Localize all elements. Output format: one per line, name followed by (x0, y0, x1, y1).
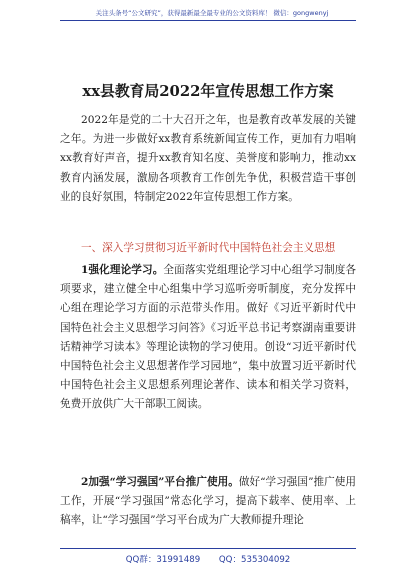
section-heading: 一、深入学习贯彻习近平新时代中国特色社会主义思想 (81, 242, 336, 254)
item-paragraph-2 (60, 473, 356, 531)
intro-paragraph: 2022年是党的二十大召开之年，也是教育改革发展的关键之年。为进一步做好xx教育系统新闻宣传工作，更加有力唱响xx教育好声音，提升xx教育知名度、美誉度和影响力，推动xx教育内涵发展，激励各项教育工作创先争优，积极营造干事创业的良好氛围，特制定2022年宣传思想工作方案。 (60, 114, 356, 203)
item-label-2: 2加强“学习强国”平台推广使用。 (81, 476, 239, 488)
header-divider (60, 20, 356, 21)
item-body-2: 做好“学习强国”推广使用工作，开展“学习强国”常态化学习，提高下载率、使用率、上稿率，让“学习强国”学习平台成为广大教师提升理论 (60, 476, 356, 527)
item-label-1: 1强化理论学习。 (81, 264, 164, 276)
document-title: xx县教育局2022年宣传思想工作方案 (82, 83, 334, 100)
footer-divider (60, 548, 356, 549)
page-footer (60, 553, 356, 565)
item-body-1: 全面落实党组理论学习中心组学习制度各项要求，建立健全中心组集中学习巡听旁听制度，充分发挥中心组在理论学习方面的示范带头作用。做好《习近平新时代中国特色社会主义思想学习问答》《习近平总书记考察湖南重要讲话精神学习读本》等理论读物的学习使用。创设“习近平新时代中国特色社会主义思想著作学习园地”，集中放置习近平新时代中国特色社会主义思想系列理论著作、读本和相关学习资料，免费开放供广大干部职工阅读。 (60, 264, 356, 411)
page-header-text: 关注头条号“公文研究”，获得最新最全最专业的公文资料库！ 微信：gongwenyj (95, 9, 329, 17)
footer-qq: QQ：535304092 (218, 555, 291, 565)
footer-qq-group: QQ群：31991489 (125, 555, 201, 565)
item-paragraph-1 (60, 261, 356, 415)
